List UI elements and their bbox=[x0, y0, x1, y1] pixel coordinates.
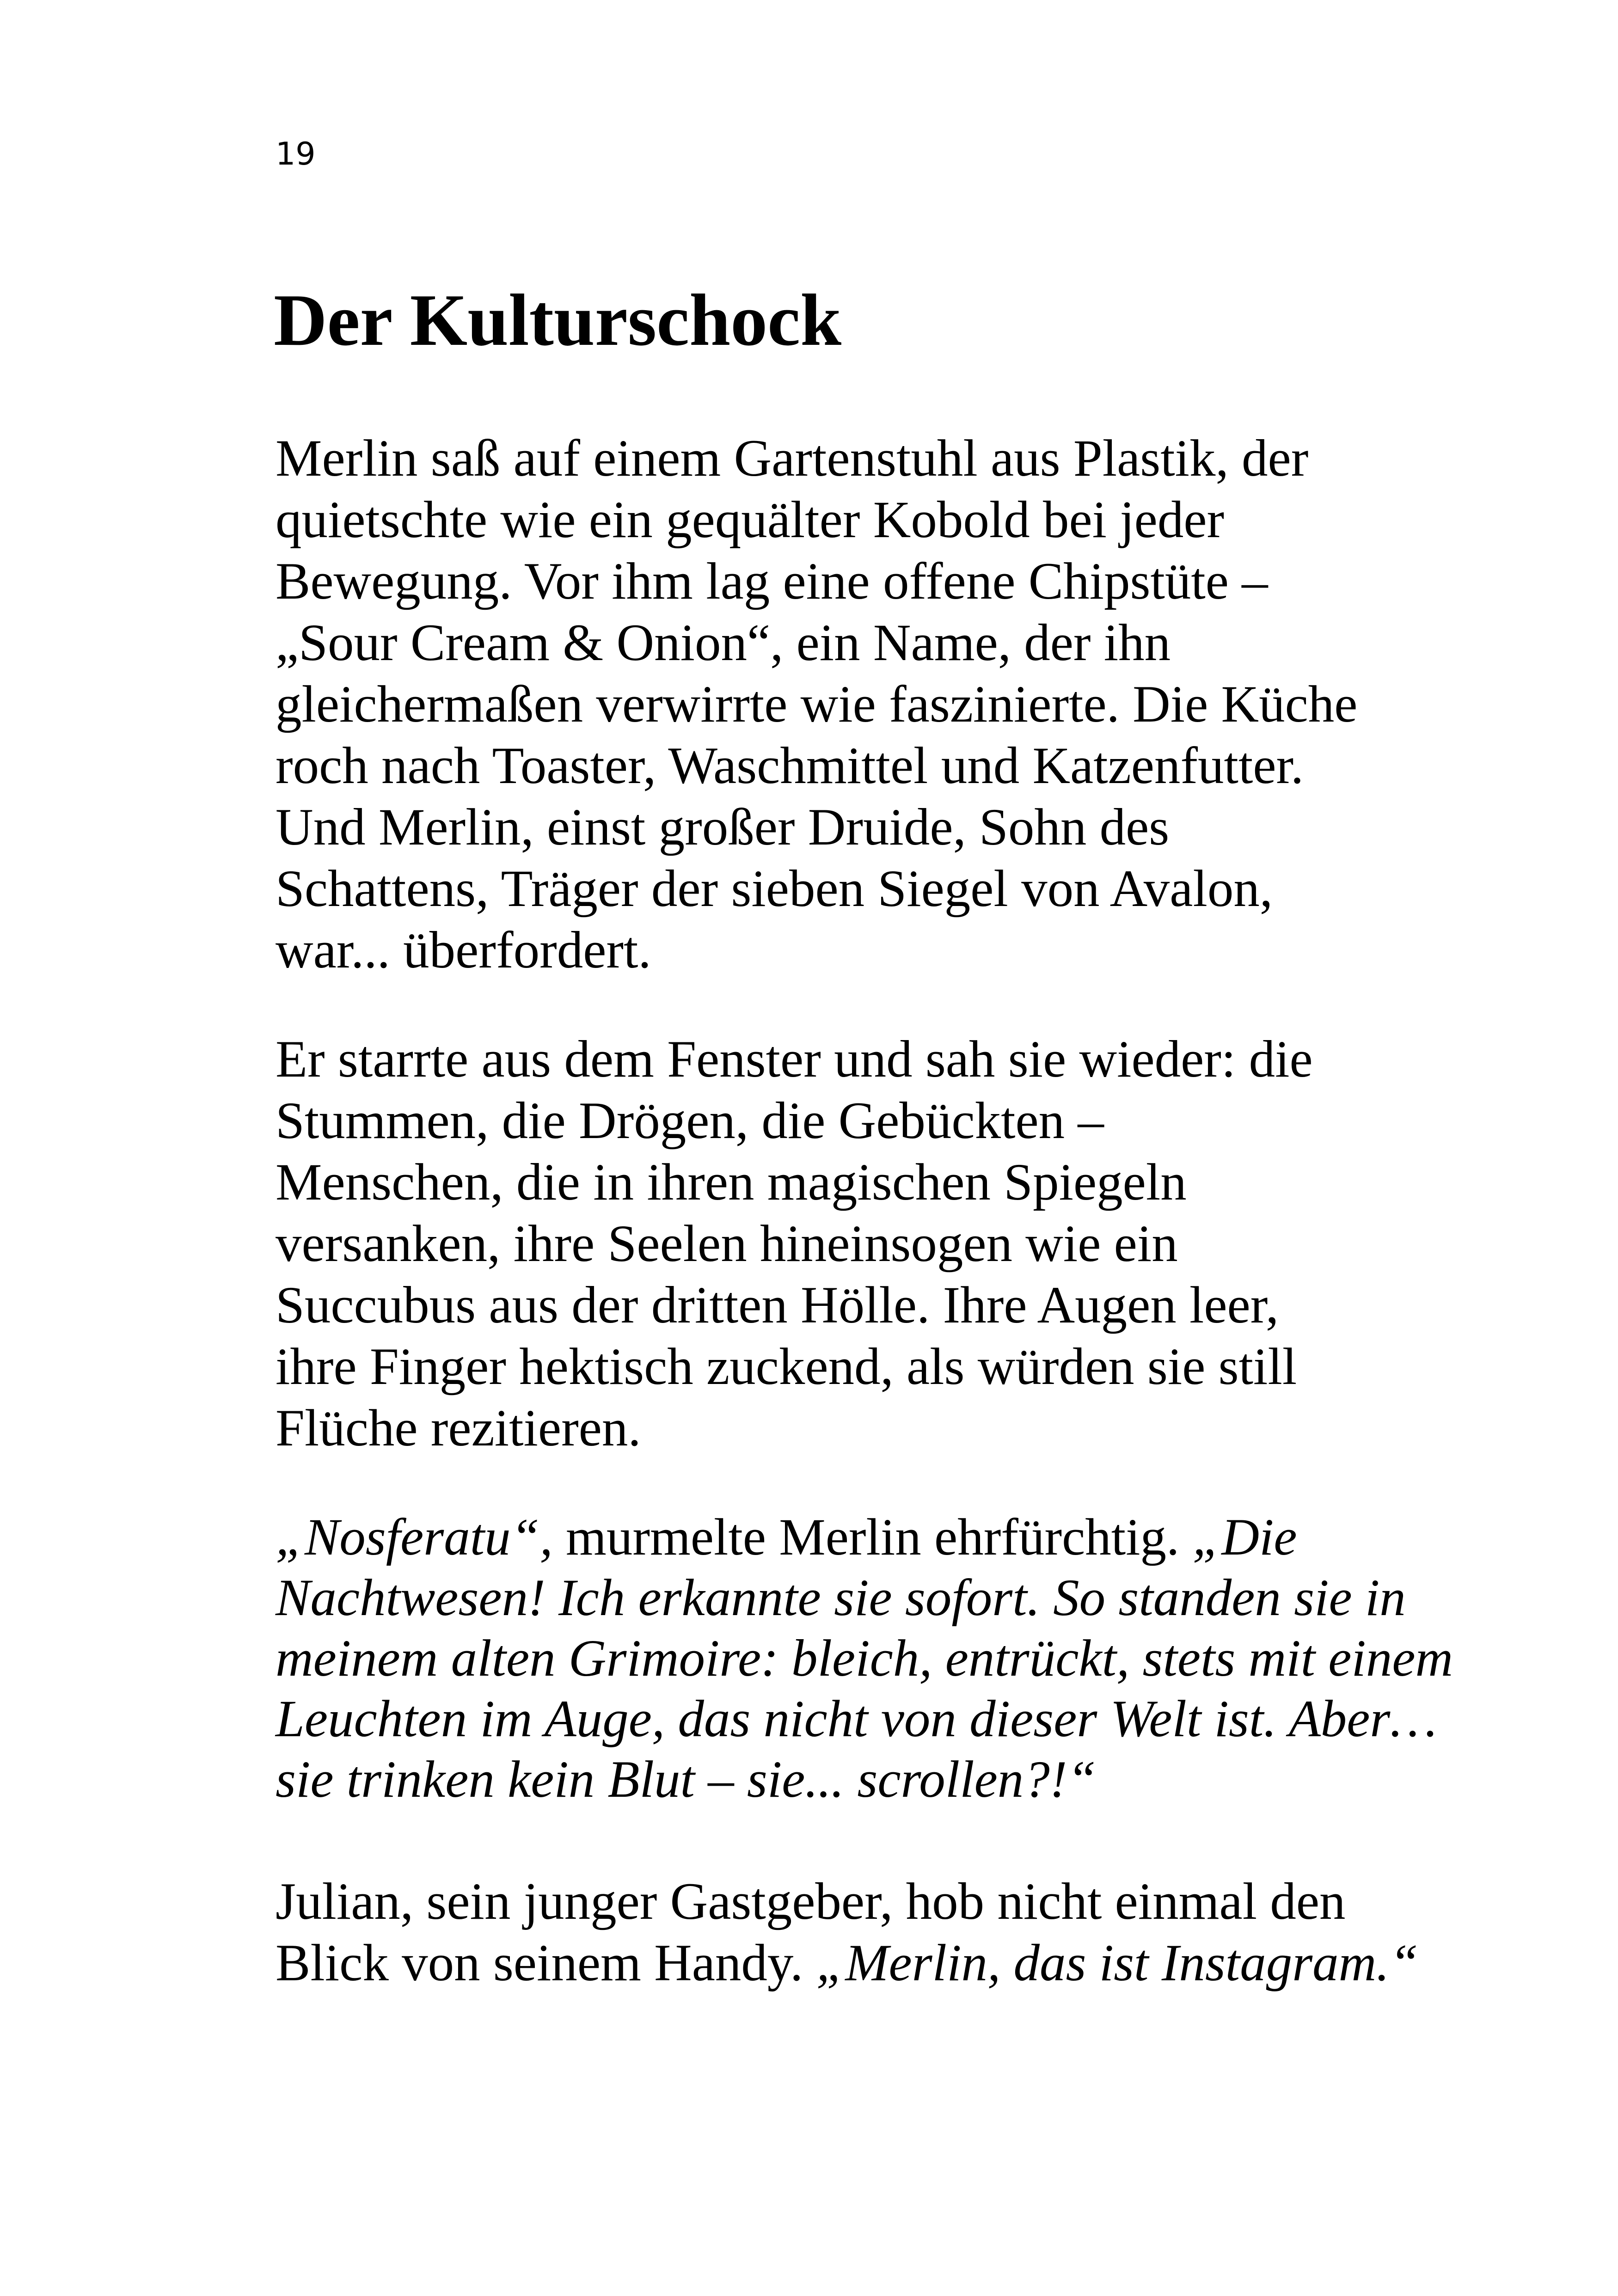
dialogue-italic: „Nosferatu“, bbox=[276, 1508, 553, 1566]
text-line bbox=[276, 1507, 1394, 1567]
text-line: Er starrte aus dem Fenster und sah sie wieder: die bbox=[276, 1030, 1313, 1088]
narration-text: Blick von seinem Handy. bbox=[276, 1934, 816, 1992]
text-line: quietschte wie ein gequälter Kobold bei jeder bbox=[276, 491, 1225, 549]
text-line: Und Merlin, einst großer Druide, Sohn des bbox=[276, 798, 1170, 856]
dialogue-italic: „Merlin, das ist Instagram.“ bbox=[816, 1934, 1419, 1992]
paragraph-1 bbox=[276, 428, 1394, 981]
dialogue-line: sie trinken kein Blut – sie... scrollen?!“ bbox=[276, 1751, 1097, 1808]
dialogue-line: meinem alten Grimoire: bleich, entrückt, stets mit einem bbox=[276, 1629, 1453, 1687]
chapter-title: Der Kulturschock bbox=[274, 279, 842, 361]
paragraph-4 bbox=[276, 1871, 1419, 1994]
text-line: Menschen, die in ihren magischen Spiegeln bbox=[276, 1153, 1187, 1211]
text-line: versanken, ihre Seelen hineinsogen wie ein bbox=[276, 1215, 1178, 1273]
text-line: Succubus aus der dritten Hölle. Ihre Augen leer, bbox=[276, 1276, 1279, 1334]
text-line: „Sour Cream & Onion“, ein Name, der ihn bbox=[276, 614, 1171, 672]
dialogue-line: Nachtwesen! Ich erkannte sie sofort. So standen sie in bbox=[276, 1569, 1406, 1627]
paragraph-3-dialogue bbox=[276, 1507, 1453, 1810]
text-line: Stummen, die Drögen, die Gebückten – bbox=[276, 1092, 1104, 1150]
page-number: 19 bbox=[276, 136, 316, 172]
text-line: roch nach Toaster, Waschmittel und Katzenfutter. bbox=[276, 737, 1304, 795]
narration-text: murmelte Merlin ehrfürchtig. bbox=[552, 1508, 1193, 1566]
text-line: Merlin saß auf einem Gartenstuhl aus Plastik, der bbox=[276, 429, 1309, 487]
text-line: war... überfordert. bbox=[276, 921, 651, 979]
text-line: Flüche rezitieren. bbox=[276, 1399, 641, 1457]
text-line: ihre Finger hektisch zuckend, als würden sie still bbox=[276, 1338, 1297, 1396]
text-line: Bewegung. Vor ihm lag eine offene Chipstüte – bbox=[276, 552, 1268, 610]
dialogue-italic: „Die bbox=[1192, 1508, 1297, 1566]
text-line: Schattens, Träger der sieben Siegel von Avalon, bbox=[276, 860, 1273, 918]
dialogue-line: Leuchten im Auge, das nicht von dieser Welt ist. Aber… bbox=[276, 1690, 1437, 1748]
text-line: Julian, sein junger Gastgeber, hob nicht einmal den bbox=[276, 1873, 1346, 1930]
text-line bbox=[276, 1932, 1419, 1994]
text-line: gleichermaßen verwirrte wie faszinierte. Die Küche bbox=[276, 675, 1358, 733]
paragraph-2 bbox=[276, 1029, 1394, 1459]
